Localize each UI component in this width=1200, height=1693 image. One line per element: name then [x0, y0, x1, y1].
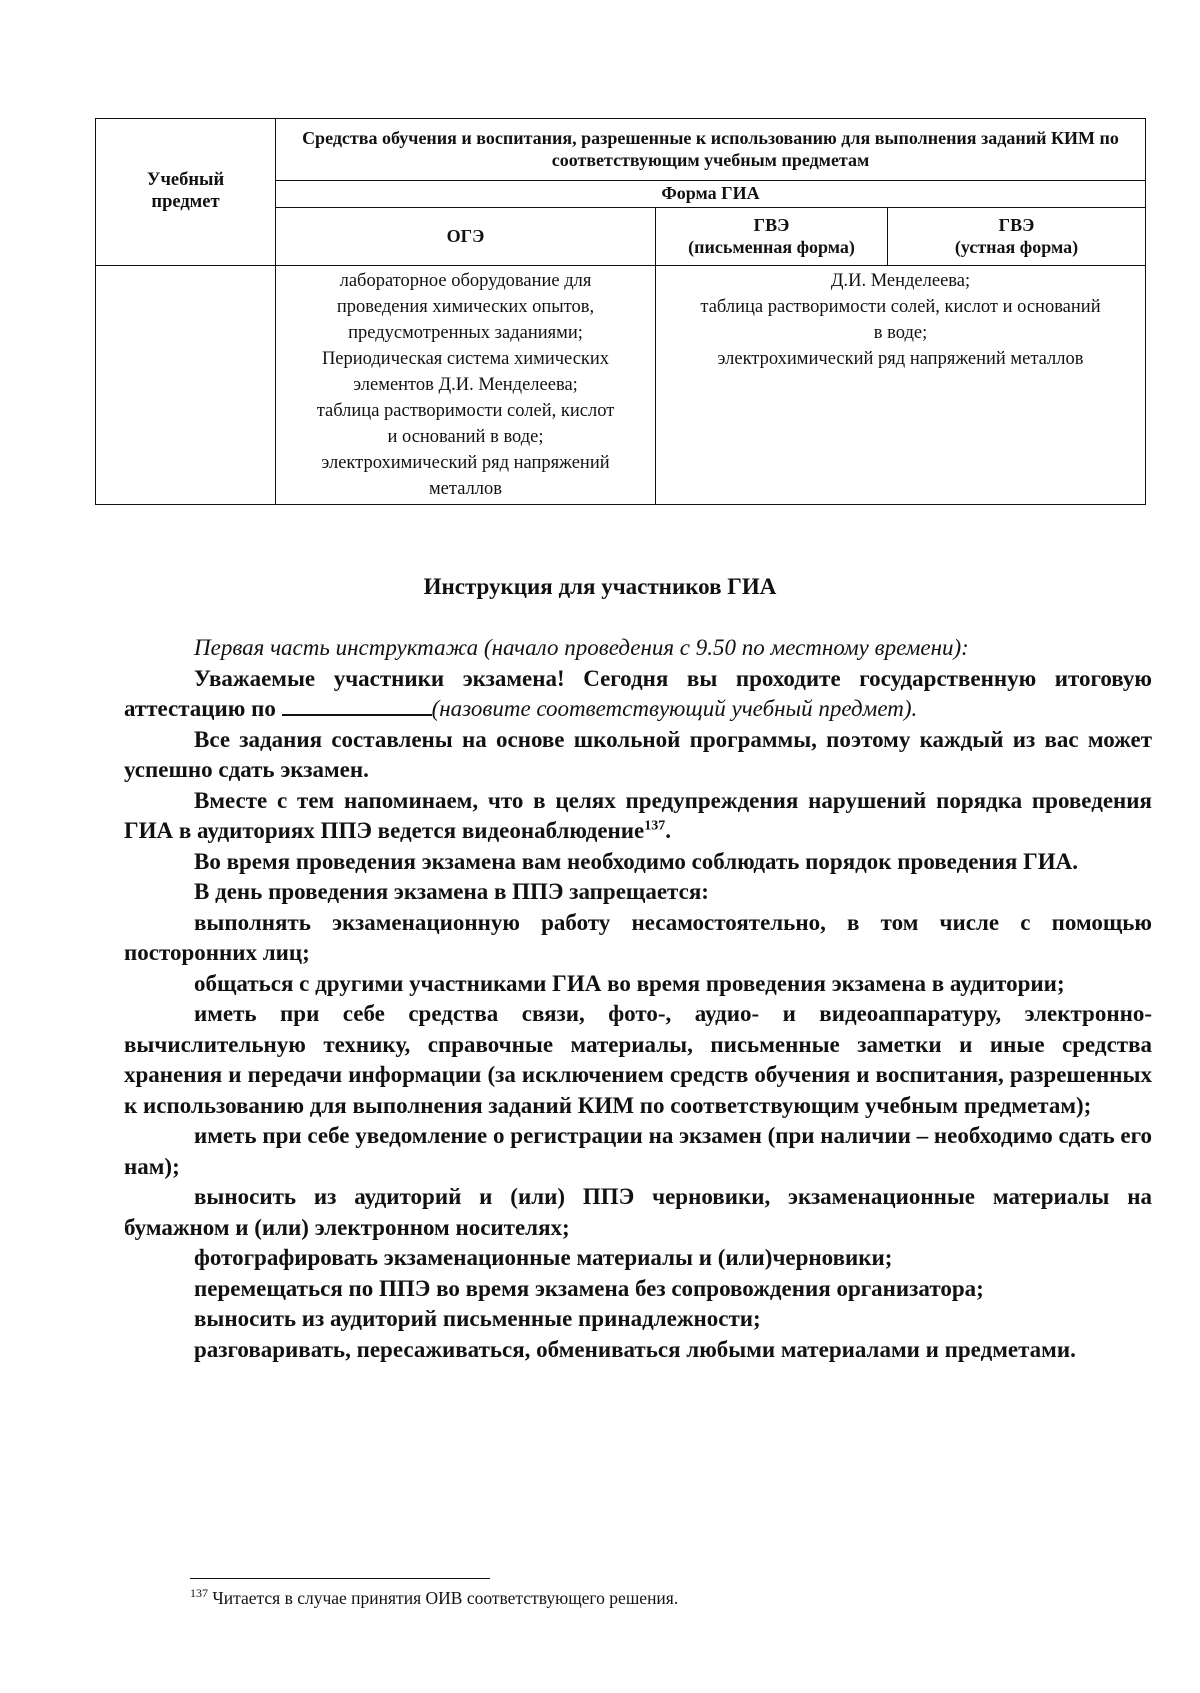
prohibited-heading: В день проведения экзамена в ППЭ запрещается: — [194, 879, 709, 904]
footnote-ref: 137 — [644, 818, 666, 834]
subject-header: Учебный предмет — [96, 119, 276, 266]
col-gve-oral-title: ГВЭ — [998, 215, 1035, 236]
prohibited-item: иметь при себе уведомление о регистрации на экзамен (при наличии – необходимо сдать его нам); — [124, 1123, 1152, 1179]
footnote-number: 137 — [190, 1586, 208, 1601]
gve-line: в воде; — [873, 323, 928, 343]
col-gve-oral-header — [888, 208, 1146, 266]
prohibited-item: выполнять экзаменационную работу несамостоятельно, в том числе с помощью посторонних лиц; — [124, 909, 1152, 965]
gve-line: таблица растворимости солей, кислот и оснований — [700, 297, 1101, 317]
prohibited-item: разговаривать, пересаживаться, обмениваться любыми материалами и предметами. — [194, 1336, 1076, 1362]
section-title: Инструкция для участников ГИА — [423, 574, 777, 599]
oge-line: проведения химических опытов, — [336, 297, 595, 317]
prohibited-item: иметь при себе средства связи, фото-, аудио- и видеоаппаратуру, электронно-вычислительную технику, справочные материалы, письменные заметки и иные средства хранения и передачи информации (за исключением средств обучения и воспитания, разрешенных к использованию для выполнения заданий КИМ по соответствующим учебным предметам); — [124, 1001, 1152, 1118]
prohibited-item: общаться с другими участниками ГИА во время проведения экзамена в аудитории; — [194, 970, 1065, 996]
footnote-text: Читается в случае принятия ОИВ соответствующего решения. — [212, 1588, 679, 1608]
paragraph: Все задания составлены на основе школьной программы, поэтому каждый из вас может успешно сдать экзамен. — [124, 726, 1152, 782]
subject-hint: (назовите соответствующий учебный предмет). — [431, 696, 918, 721]
oge-line: таблица растворимости солей, кислот — [316, 401, 615, 421]
means-header: Средства обучения и воспитания, разрешенные к использованию для выполнения заданий КИМ по соответствующим учебным предметам — [276, 119, 1146, 181]
subject-blank — [282, 694, 432, 716]
gve-line: электрохимический ряд напряжений металлов — [717, 349, 1084, 369]
oge-line: лабораторное оборудование для — [339, 271, 592, 291]
col-gve-oral-subtitle: (устная форма) — [954, 236, 1079, 257]
paragraph: Во время проведения экзамена вам необходимо соблюдать порядок проведения ГИА. — [194, 848, 1078, 874]
video-text: Вместе с тем напоминаем, что в целях предупреждения нарушений порядка проведения ГИА в аудиториях ППЭ ведется видеонаблюдение — [124, 787, 1152, 843]
oge-line: электрохимический ряд напряжений — [321, 453, 610, 473]
col-gve-written-subtitle: (письменная форма) — [688, 236, 855, 257]
prohibited-item: выносить из аудиторий и (или) ППЭ черновики, экзаменационные материалы на бумажном и (или) электронном носителях; — [124, 1184, 1152, 1240]
instruction-body — [124, 633, 1152, 1365]
video-paragraph: Вместе с тем напоминаем, что в целях предупреждения нарушений порядка проведения ГИА в аудиториях ППЭ ведется видеонаблюдение$^{137}$. — [124, 787, 1152, 843]
prohibited-item: выносить из аудиторий письменные принадлежности; — [194, 1306, 761, 1331]
oge-line: металлов — [428, 479, 503, 499]
oge-line: предусмотренных заданиями; — [348, 323, 583, 343]
form-header: Форма ГИА — [276, 181, 1146, 208]
oge-line: Периодическая система химических — [321, 349, 610, 369]
intro-paragraph: Первая часть инструктажа (начало проведения с 9.50 по местному времени): — [194, 635, 969, 660]
footnote — [190, 1588, 678, 1609]
col-gve-written-header — [656, 208, 888, 266]
gve-means-cell — [656, 266, 1146, 505]
subject-cell — [96, 266, 276, 505]
col-oge-header: ОГЭ — [276, 208, 656, 266]
prohibited-item: перемещаться по ППЭ во время экзамена без сопровождения организатора; — [194, 1275, 984, 1301]
footnote-separator — [190, 1578, 490, 1579]
prohibited-item: фотографировать экзаменационные материалы и (или)черновики; — [194, 1245, 893, 1270]
gve-line: Д.И. Менделеева; — [830, 271, 971, 291]
oge-means-cell — [276, 266, 656, 505]
greeting-paragraph — [124, 664, 1152, 725]
oge-line: и оснований в воде; — [387, 427, 544, 447]
teaching-means-table — [95, 118, 1146, 505]
col-gve-written-title: ГВЭ — [753, 215, 790, 236]
greeting-text: Уважаемые участники экзамена! Сегодня вы проходите государственную итоговую аттестацию по — [124, 665, 1152, 721]
oge-line: элементов Д.И. Менделеева; — [353, 375, 578, 395]
